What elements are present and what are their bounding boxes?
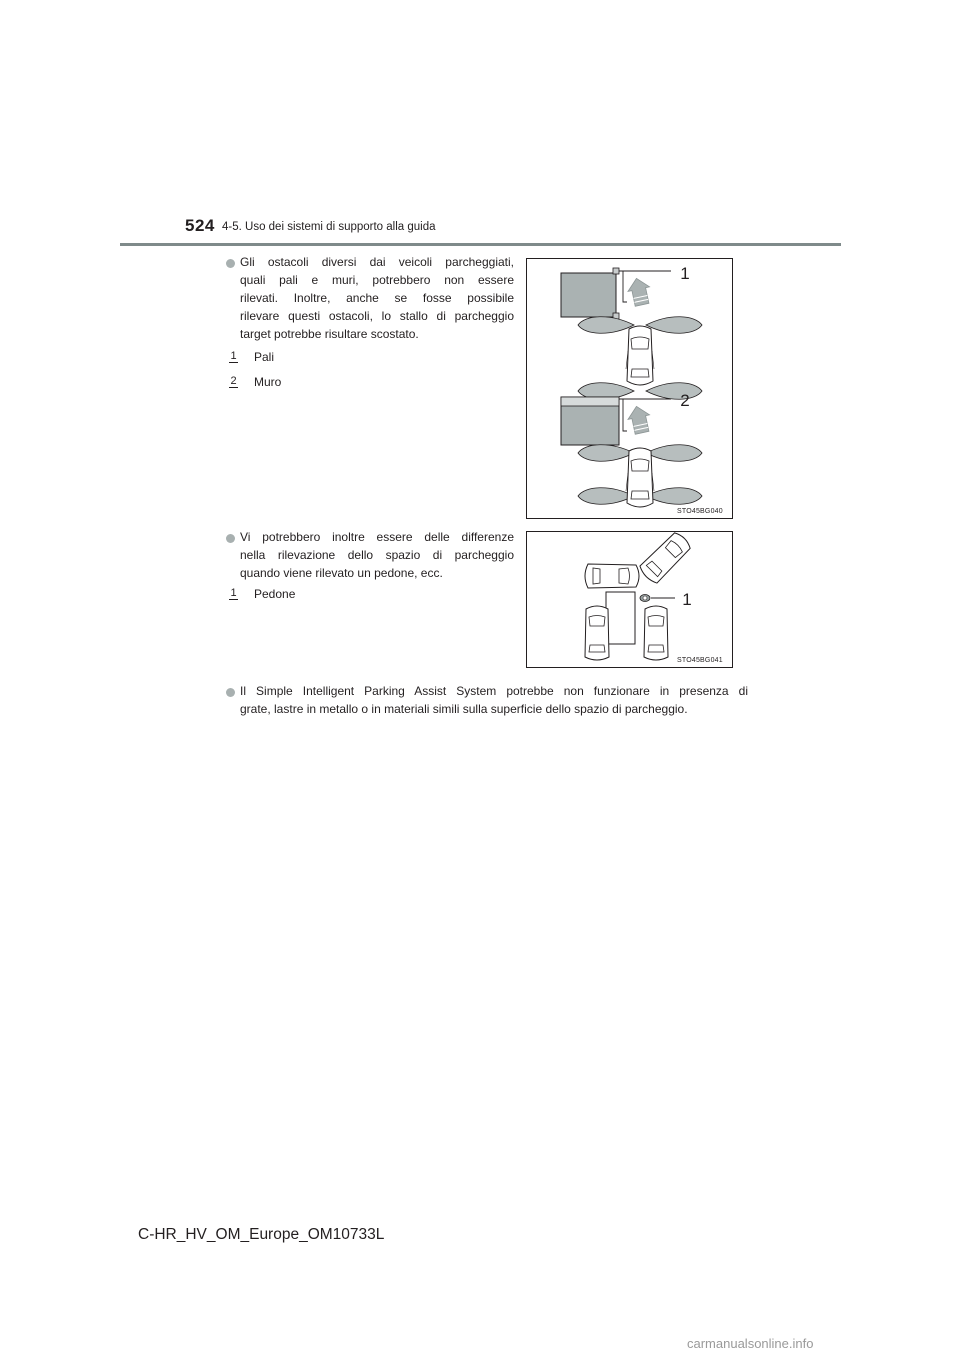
page-number: 524 [185, 216, 215, 235]
item1-line: quali pali e muri, potrebbero non essere [240, 273, 514, 287]
watermark: carmanualsonline.info [687, 1336, 814, 1351]
figure-obstacles [526, 258, 733, 519]
document-id: C-HR_HV_OM_Europe_OM10733L [138, 1226, 385, 1243]
figure-code: STO45BG041 [677, 657, 723, 664]
label-number: 1 [230, 587, 237, 599]
figure-pedestrian-drawing [527, 532, 732, 667]
figure-callout: 1 [680, 264, 690, 283]
section-title: 4-5. Uso dei sistemi di supporto alla guida [222, 221, 436, 233]
item1-line: rilevare questi ostacoli, lo stallo di parcheggio [240, 309, 514, 323]
figure-obstacles-drawing [527, 259, 732, 518]
bullet-icon [226, 534, 235, 543]
figure-pedestrian [526, 531, 733, 668]
header-rule [120, 243, 841, 246]
item2-line: nella rilevazione dello spazio di parcheggio [240, 548, 514, 562]
item1-line: rilevati. Inoltre, anche se fosse possibile [240, 291, 514, 305]
item3-text [240, 682, 748, 718]
item1-line: Gli ostacoli diversi dai veicoli parcheggiati, [240, 255, 514, 269]
label-number: 2 [230, 375, 237, 387]
item2-text [240, 528, 514, 582]
label-muro: Muro [254, 375, 282, 389]
figure-callout: 2 [680, 391, 690, 410]
item1-text [240, 253, 514, 343]
item3-line: Il Simple Intelligent Parking Assist System potrebbe non funzionare in presenza di [240, 684, 748, 698]
item2-line: quando viene rilevato un pedone, ecc. [240, 566, 443, 580]
item2-line: Vi potrebbero inoltre essere delle differenze [240, 530, 514, 544]
figure-code: STO45BG040 [677, 508, 723, 515]
item1-line: target potrebbe risultare scostato. [240, 327, 419, 341]
figure-callout: 1 [682, 590, 692, 609]
bullet-icon [226, 688, 235, 697]
label-number: 1 [230, 350, 237, 362]
label-pali: Pali [254, 350, 275, 364]
item3-line: grate, lastre in metallo o in materiali simili sulla superficie dello spazio di parcheggio. [240, 702, 688, 716]
label-pedone: Pedone [254, 587, 296, 601]
bullet-icon [226, 259, 235, 268]
